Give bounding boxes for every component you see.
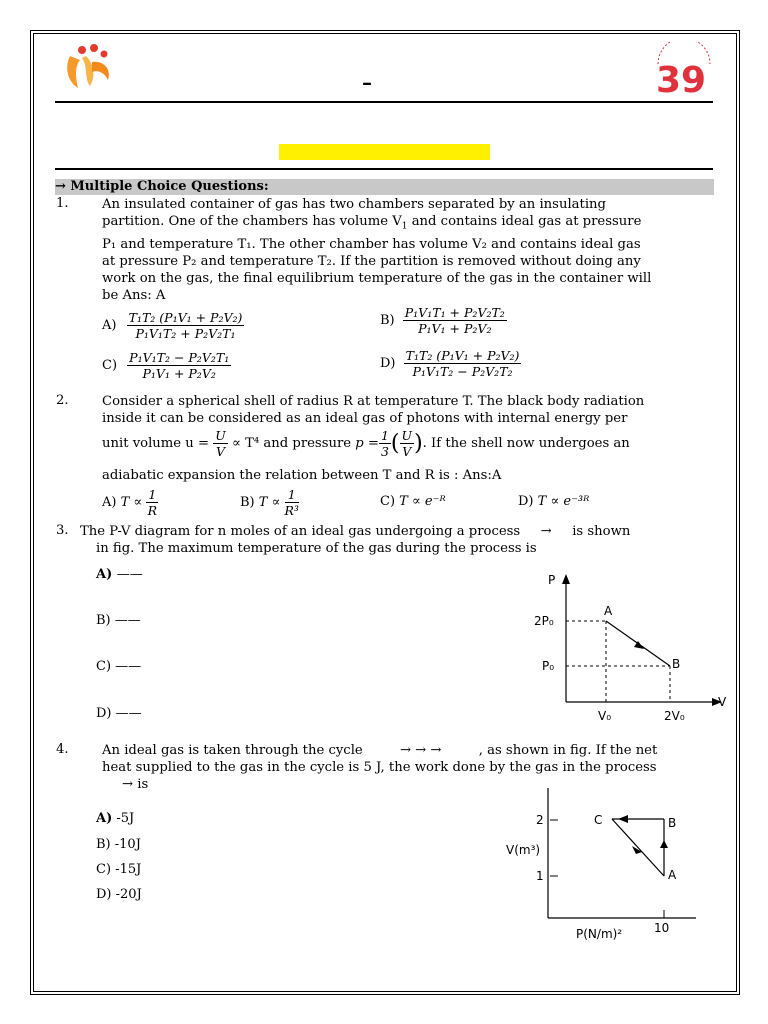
q2-option-c[interactable]: C) T ∝ e⁻ᴿ [380,494,446,509]
q4-option-d[interactable]: D) -20J [96,887,142,902]
section-title: → Multiple Choice Questions: [55,179,714,195]
q4-number: 4. [56,742,69,757]
q4-option-a[interactable]: A) -5J [96,811,135,826]
q4-option-c[interactable]: C) -15J [96,862,142,877]
q4-point-b: B [668,816,677,830]
q2-line3: unit volume u = $\frac{U}{V}$ ∝ T⁴ and pressure p = $\frac{1}{3}$ ( $\frac{U}{V}$ ). If the shell now undergoes an [102,428,630,459]
q1-text: An insulated container of gas has two chambers separated by an insulating partition. One of the chambers has volume $V_1$ and contains ideal gas at pressure P₁ and temperature T₁. The other chamber has volume V₂ and contains ideal gas at pressure P₂ and temperature T₂. If the partition is removed without doing any work on the gas, the final equilibrium temperature of the gas in the container will be Ans: A [102,197,652,303]
q3-tick-p0: P₀ [542,659,555,673]
q4-text: An ideal gas is taken through the cycle → → → , as shown in fig. If the net heat supplied to the gas in the cycle is 5 J, the work done by the gas in the process → is [102,743,658,792]
q3-axis-v: V [718,695,727,709]
q2-line4: adiabatic expansion the relation between T and R is : Ans:A [102,468,502,483]
q3-text: The P-V diagram for n moles of an ideal gas undergoing a process → is shown in fig. The maximum temperature of the gas during the process is [80,524,631,556]
q1-option-b[interactable]: B) $\frac{\text{P₁V₁T₁ + P₂V₂T₂}}{\text{P₁V₁ + P₂V₂}}$ [380,305,505,336]
q3-option-b[interactable]: B) —— [96,613,141,628]
anniversary-badge-icon [652,42,716,98]
q3-option-d[interactable]: D) —— [96,706,142,721]
q1-number: 1. [56,196,69,211]
q4-cycle-diagram [500,788,700,948]
title-highlight [279,144,490,160]
q1-option-a[interactable]: A) $\frac{\text{T₁T₂ (P₁V₁ + P₂V₂)}}{\text{P₁V₁T₂ + P₂V₂T₁}}$ [102,310,243,341]
q3-option-a[interactable]: A) —— [96,567,143,582]
header-rule [55,101,713,103]
q4-tick-2: 2 [536,813,544,827]
q3-pv-diagram [530,570,740,730]
section-rule [55,168,713,170]
q3-tick-2p0: 2P₀ [534,614,554,628]
q4-tick-1: 1 [536,869,544,883]
q3-option-c[interactable]: C) —— [96,659,142,674]
q2-number: 2. [56,393,69,408]
q4-axis-v: V(m³) [506,843,541,857]
org-logo-icon [62,42,120,92]
q3-point-a: A [604,604,613,618]
q1-option-c[interactable]: C) $\frac{\text{P₁V₁T₂ − P₂V₂T₁}}{\text{P₁V₁ + P₂V₂}}$ [102,350,230,381]
q4-point-c: C [594,813,603,827]
q2-option-b[interactable]: B) T ∝ $\frac{1}{\text{R³}}$ [240,487,299,518]
q1-option-d[interactable]: D) $\frac{\text{T₁T₂ (P₁V₁ + P₂V₂)}}{\text{P₁V₁T₂ − P₂V₂T₂}}$ [380,348,520,379]
q3-axis-p: P [548,573,556,587]
q3-number: 3. [56,523,69,538]
q4-tick-10: 10 [654,921,670,935]
q4-option-b[interactable]: B) -10J [96,837,141,852]
q2-text: Consider a spherical shell of radius R at temperature T. The black body radiation inside it can be considered as an ideal gas of photons with internal energy per [102,394,645,426]
q3-point-b: B [672,657,681,671]
q2-option-a[interactable]: A) T ∝ $\frac{1}{R}$ [102,487,158,518]
q3-tick-2v0: 2V₀ [664,709,685,723]
badge-number: 39 [656,60,707,98]
q4-axis-p: P(N/m)² [576,927,623,941]
q4-point-a: A [668,868,677,882]
header-dash: – [362,70,372,94]
q3-tick-v0: V₀ [598,709,612,723]
q2-option-d[interactable]: D) T ∝ e⁻³ᴿ [518,494,590,509]
